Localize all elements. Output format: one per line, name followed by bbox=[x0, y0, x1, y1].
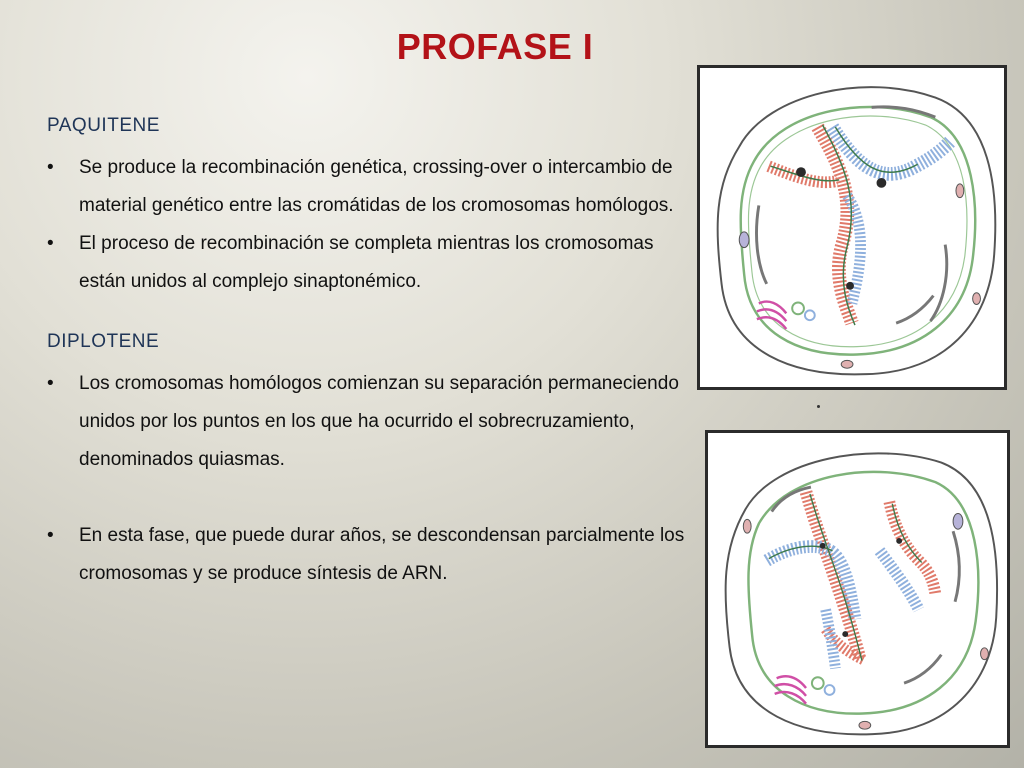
bullet-item bbox=[47, 225, 697, 301]
bullet-dot-icon: • bbox=[47, 233, 54, 254]
bullet-item bbox=[47, 365, 697, 479]
slide-title: PROFASE I bbox=[396, 26, 594, 67]
bullet-text: El proceso de recombinación se completa mientras los cromosomas están unidos al complejo sinaptonémico. bbox=[79, 233, 654, 292]
diplotene-cell-illustration bbox=[705, 430, 1010, 748]
chiasma-dot bbox=[820, 543, 826, 549]
pachytene-cell-drawing bbox=[700, 68, 1004, 387]
bullet-text: En esta fase, que puede durar años, se descondensan parcialmente los cromosomas y se produce síntesis de ARN. bbox=[79, 525, 685, 584]
chromosome-blue bbox=[832, 127, 950, 174]
bullet-item bbox=[47, 149, 697, 225]
bullet-dot-icon: • bbox=[47, 525, 54, 546]
slide-content bbox=[47, 115, 697, 593]
section-heading-paquitene: PAQUITENE bbox=[47, 115, 160, 136]
speck bbox=[817, 405, 820, 408]
bullet-dot-icon: • bbox=[47, 373, 54, 394]
bullet-text: Se produce la recombinación genética, crossing-over o intercambio de material genético entre las cromátidas de los cromosomas homólogos. bbox=[79, 157, 674, 216]
diplotene-cell-drawing bbox=[708, 433, 1007, 745]
bullet-item bbox=[47, 517, 697, 593]
centromere-dot bbox=[796, 167, 806, 177]
pachytene-cell-illustration bbox=[697, 65, 1007, 390]
bullet-text: Los cromosomas homólogos comienzan su separación permaneciendo unidos por los puntos en los que ha ocurrido el sobrecruzamiento, denominados quiasmas. bbox=[79, 373, 679, 470]
section-heading-diplotene: DIPLOTENE bbox=[47, 331, 160, 352]
bullet-dot-icon: • bbox=[47, 157, 54, 178]
